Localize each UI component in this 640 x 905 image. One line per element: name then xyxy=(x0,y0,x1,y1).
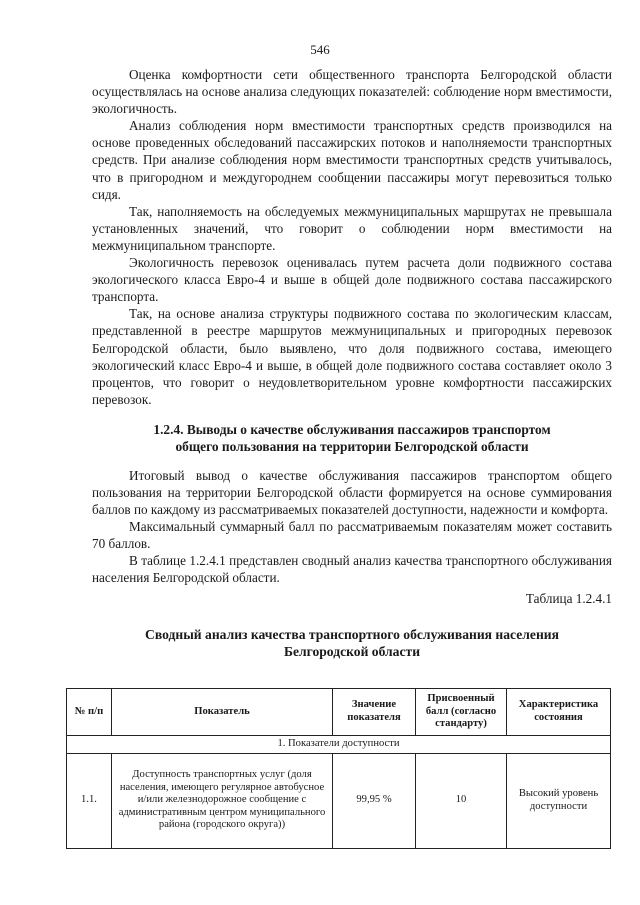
table-header-row xyxy=(67,689,611,736)
table-row xyxy=(67,753,611,848)
paragraph: Анализ соблюдения норм вместимости транспортных средств производился на основе проведенных обследований пассажирских потоков и наполняемости транспортных средств. При анализе соблюдения норм вместимости транспортных средств учитывалось, что в пригородном и междугороднем сообщении пассажиры могут перевозиться только сидя. xyxy=(92,118,612,202)
cell-characteristic: Высокий уровень доступности xyxy=(507,753,611,848)
paragraph: Итоговый вывод о качестве обслуживания пассажиров транспортом общего пользования на территории Белгородской области формируется на основе суммирования баллов по каждому из рассматриваемых показателей доступности, надежности и комфорта. xyxy=(92,467,612,518)
table-title-line: Сводный анализ качества транспортного обслуживания населения xyxy=(145,626,559,642)
table-group-row xyxy=(67,736,611,754)
cell-indicator: Доступность транспортных услуг (доля населения, имеющего регулярное автобусное и/или железнодорожное сообщение с административным центром муниципального района (городского округа)) xyxy=(112,753,333,848)
cell-score: 10 xyxy=(416,753,507,848)
paragraph: Так, на основе анализа структуры подвижного состава по экологическим классам, представленной в реестре маршрутов межмуниципальных и пригородных перевозок Белгородской области, было выявлено, что доля подвижного состава, имеющего экологический класс Евро-4 и выше, в общей доле подвижного состава составляет около 3 процентов, что говорит о неудовлетворительном уровне комфортности пассажирских перевозок. xyxy=(92,306,612,407)
paragraph: Так, наполняемость на обследуемых межмуниципальных маршрутах не превышала установленных значений, что говорит о соблюдении норм вместимости на межмуниципальном транспорте. xyxy=(92,203,612,253)
table-caption: Таблица 1.2.4.1 xyxy=(525,590,612,606)
group-title: 1. Показатели доступности xyxy=(67,736,611,754)
header-score: Присвоенный балл (согласно стандарту) xyxy=(416,689,507,736)
section-heading-line: общего пользования на территории Белгородской области xyxy=(175,438,529,454)
cell-value: 99,95 % xyxy=(333,753,416,848)
cell-num: 1.1. xyxy=(67,753,112,848)
header-num: № п/п xyxy=(67,689,112,736)
page-number: 546 xyxy=(310,42,330,57)
section-heading-line: 1.2.4. Выводы о качестве обслуживания пассажиров транспортом xyxy=(153,421,551,437)
paragraph: Оценка комфортности сети общественного транспорта Белгородской области осуществлялась на основе анализа следующих показателей: соблюдение норм вместимости, экологичность. xyxy=(92,67,612,117)
header-indicator: Показатель xyxy=(112,689,333,736)
header-value: Значение показателя xyxy=(333,689,416,736)
summary-table xyxy=(66,688,611,849)
document-body xyxy=(92,66,612,672)
section-heading xyxy=(92,421,612,455)
paragraph: Максимальный суммарный балл по рассматриваемым показателям может составить 70 баллов. xyxy=(92,519,612,552)
table-title-line: Белгородской области xyxy=(283,643,421,659)
header-characteristic: Характеристика состояния xyxy=(507,689,611,736)
paragraph: Экологичность перевозок оценивалась путем расчета доли подвижного состава экологического класса Евро-4 и выше в общей доле подвижного состава пассажирского транспорта. xyxy=(92,255,612,305)
paragraph: В таблице 1.2.4.1 представлен сводный анализ качества транспортного обслуживания населения Белгородской области. xyxy=(92,553,612,586)
table-title xyxy=(92,626,612,660)
